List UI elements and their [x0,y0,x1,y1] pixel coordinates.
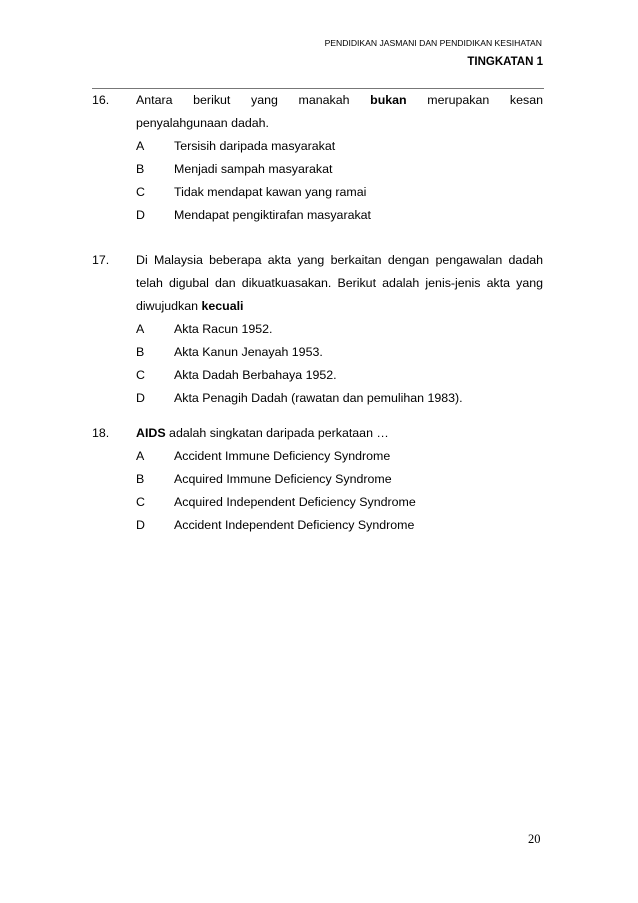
option-text: Acquired Immune Deficiency Syndrome [174,472,392,486]
question-18 [92,422,543,537]
question-list [92,89,543,537]
question-17 [92,249,543,410]
option-letter: B [136,472,145,486]
option-c [136,364,543,387]
question-16 [92,89,543,227]
option-letter: C [136,495,145,509]
stem-text: Antara berikut yang manakah [136,93,371,107]
option-text: Accident Immune Deficiency Syndrome [174,449,391,463]
option-text: Tidak mendapat kawan yang ramai [174,185,367,199]
option-text: Menjadi sampah masyarakat [174,162,333,176]
question-stem-line [136,295,543,318]
question-number: 16. [92,93,110,107]
option-c [136,491,543,514]
question-stem-line: telah digubal dan dikuatkuasakan. Berikut adalah jenis-jenis akta yang [136,276,543,290]
option-text: Akta Dadah Berbahaya 1952. [174,368,337,382]
question-stem-line [136,89,543,112]
header-subject: PENDIDIKAN JASMANI DAN PENDIDIKAN KESIHATAN [324,38,542,48]
stem-text: adalah singkatan daripada perkataan … [165,426,389,440]
question-number: 17. [92,253,110,267]
option-letter: B [136,345,145,359]
option-letter: C [136,185,145,199]
option-b [136,341,543,364]
option-d [136,514,543,537]
stem-emphasis: bukan [370,93,407,107]
option-a [136,445,543,468]
option-b [136,158,543,181]
option-text: Acquired Independent Deficiency Syndrome [174,495,416,509]
option-text: Mendapat pengiktirafan masyarakat [174,208,371,222]
page-number: 20 [528,832,541,846]
option-text: Tersisih daripada masyarakat [174,139,336,153]
option-text: Akta Penagih Dadah (rawatan dan pemulihan 1983). [174,391,463,405]
option-text: Akta Racun 1952. [174,322,273,336]
option-letter: D [136,391,145,405]
option-b [136,468,543,491]
option-d [136,204,543,227]
header-level: TINGKATAN 1 [467,56,543,68]
option-a [136,135,543,158]
option-text: Akta Kanun Jenayah 1953. [174,345,323,359]
option-a [136,318,543,341]
question-stem-line: penyalahgunaan dadah. [136,116,269,130]
option-letter: D [136,208,145,222]
stem-text: diwujudkan [136,299,202,313]
question-stem-line [136,422,543,445]
option-letter: C [136,368,145,382]
question-stem-line: Di Malaysia beberapa akta yang berkaitan dengan pengawalan dadah [136,253,543,267]
stem-emphasis: AIDS [136,426,166,440]
option-letter: D [136,518,145,532]
option-letter: A [136,322,145,336]
option-letter: B [136,162,145,176]
option-d [136,387,543,410]
option-letter: A [136,449,145,463]
option-c [136,181,543,204]
stem-emphasis: kecuali [201,299,244,313]
option-letter: A [136,139,145,153]
question-number: 18. [92,426,110,440]
option-text: Accident Independent Deficiency Syndrome [174,518,415,532]
stem-text: merupakan kesan [406,93,543,107]
